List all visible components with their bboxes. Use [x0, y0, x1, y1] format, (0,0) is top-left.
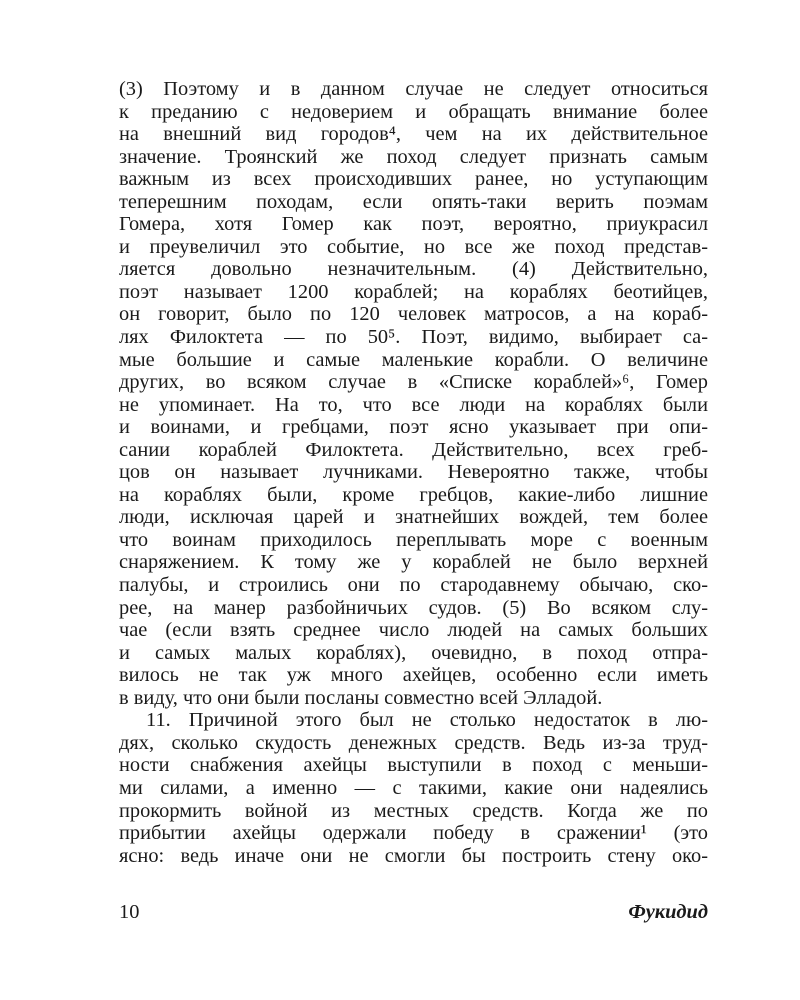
text-line: и преувеличил это событие, но все же поход представ- [119, 235, 708, 258]
page-footer [119, 900, 708, 924]
paragraph-last-line: в виду, что они были посланы совместно всей Элладой. [119, 686, 603, 709]
text-line: чае (если взять среднее число людей на самых больших [119, 619, 708, 642]
text-line: прокормить войной из местных средств. Когда же по [119, 799, 708, 822]
text-line: поэт называет 1200 кораблей; на кораблях беотийцев, [119, 280, 708, 303]
text-line: ности снабжения ахейцы выступили в поход с меньши- [119, 754, 708, 777]
page-number: 10 [119, 901, 140, 923]
text-line: рее, на манер разбойничьих судов. (5) Во всяком слу- [119, 596, 708, 619]
text-line: ми силами, а именно — с такими, какие они надеялись [119, 776, 708, 799]
text-line: и воинами, и гребцами, поэт ясно указывает при опи- [119, 416, 708, 439]
text-line: Гомера, хотя Гомер как поэт, вероятно, приукрасил [119, 213, 708, 236]
text-line: он говорит, было по 120 человек матросов, а на кораб- [119, 303, 708, 326]
text-line: важным из всех происходивших ранее, но уступающим [119, 168, 708, 191]
text-line: к преданию с недоверием и обращать внимание более [119, 100, 708, 123]
text-line: дях, сколько скудость денежных средств. Ведь из-за труд- [119, 731, 708, 754]
text-line: прибытии ахейцы одержали победу в сражении¹ (это [119, 822, 708, 845]
text-line: на кораблях были, кроме гребцов, какие-либо лишние [119, 483, 708, 506]
text-line: что воинам приходилось переплывать море с военным [119, 528, 708, 551]
text-line: теперешним походам, если опять-таки верить поэмам [119, 190, 708, 213]
text-line: вилось не так уж много ахейцев, особенно если иметь [119, 664, 708, 687]
text-line: лях Филоктета — по 50⁵. Поэт, видимо, выбирает са- [119, 326, 708, 349]
text-line: ляется довольно незначительным. (4) Действительно, [119, 258, 708, 281]
text-line: значение. Троянский же поход следует признать самым [119, 145, 708, 168]
text-line: и самых малых кораблях), очевидно, в поход отпра- [119, 641, 708, 664]
text-line: сании кораблей Филоктета. Действительно, всех греб- [119, 438, 708, 461]
text-line: палубы, и строились они по стародавнему обычаю, ско- [119, 574, 708, 597]
page-body [119, 78, 708, 867]
text-line: других, во всяком случае в «Списке кораблей»⁶, Гомер [119, 371, 708, 394]
paragraph-first-line: 11. Причиной этого был не столько недостаток в лю- [146, 709, 708, 732]
text-line: цов он называет лучниками. Невероятно также, чтобы [119, 461, 708, 484]
text-line: на внешний вид городов⁴, чем на их действительное [119, 123, 708, 146]
text-line: мые большие и самые маленькие корабли. О величине [119, 348, 708, 371]
text-line: (3) Поэтому и в данном случае не следует относиться [119, 78, 708, 100]
text-line: снаряжением. К тому же у кораблей не было верхней [119, 551, 708, 574]
running-title: Фукидид [628, 901, 708, 923]
text-line: ясно: ведь иначе они не смогли бы построить стену око- [119, 844, 708, 867]
text-line: не упоминает. На то, что все люди на кораблях были [119, 393, 708, 416]
text-line: люди, исключая царей и знатнейших вождей, тем более [119, 506, 708, 529]
